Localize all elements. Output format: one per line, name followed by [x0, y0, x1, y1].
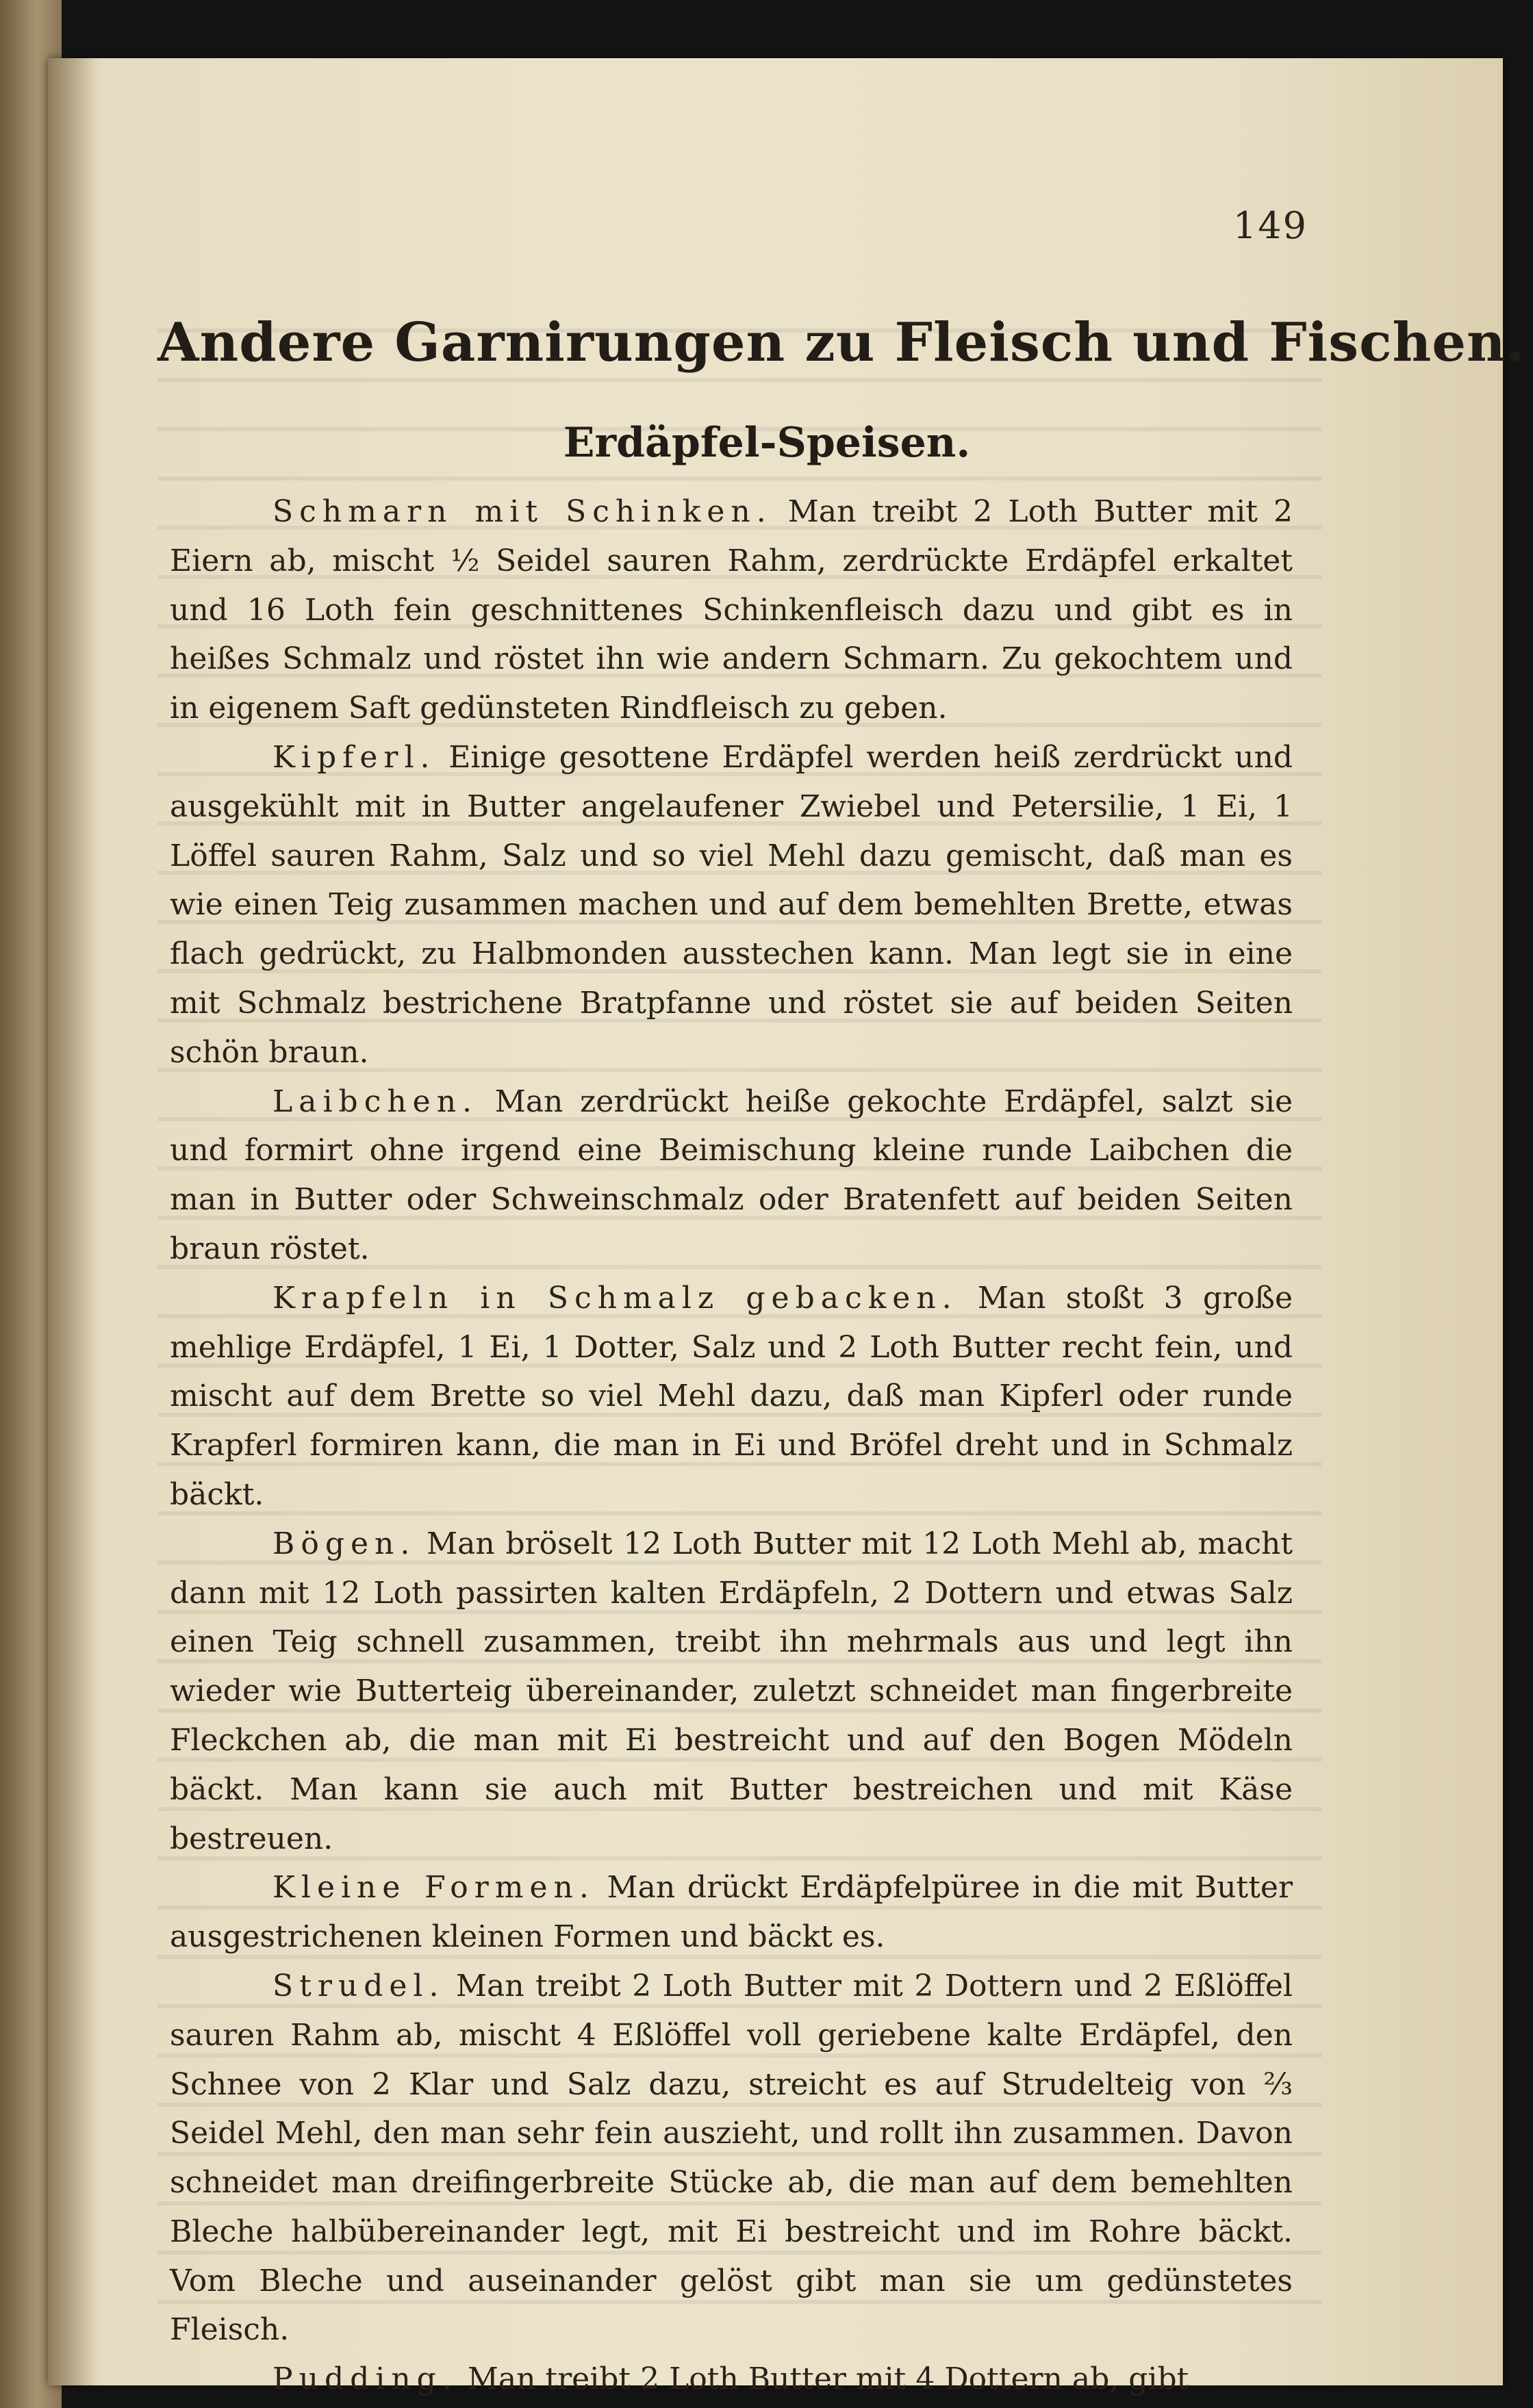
- recipe-paragraph: [170, 1520, 1293, 1864]
- recipe-body: Einige gesottene Erdäpfel werden heiß zerdrückt und ausgekühlt mit in Butter angelaufener Zwiebel und Petersilie, 1 Ei, 1 Löffel sauren Rahm, Salz und so viel Mehl dazu gemischt, daß man es wie einen Teig zusammen machen und auf dem bemehlten Brette, etwas flach gedrückt, zu Halbmonden ausstechen kann. Man legt sie in eine mit Schmalz bestrichene Bratpfanne und röstet sie auf beiden Seiten schön braun.: [170, 739, 1293, 1070]
- recipe-name: Strudel.: [273, 1968, 445, 2003]
- recipe-name: Laibchen.: [273, 1084, 479, 1119]
- recipe-body: Man treibt 2 Loth Butter mit 4 Dottern ab, gibt: [457, 2361, 1189, 2397]
- recipe-body: Man stoßt 3 große mehlige Erdäpfel, 1 Ei, 1 Dotter, Salz und 2 Loth Butter recht fein, und mischt auf dem Brette so viel Mehl dazu, daß man Kipferl oder runde Krapferl formiren kann, die man in Ei und Bröfel dreht und in Schmalz bäckt.: [170, 1280, 1293, 1512]
- recipe-body: Man bröselt 12 Loth Butter mit 12 Loth Mehl ab, macht dann mit 12 Loth passirten kalten Erdäpfeln, 2 Dottern und etwas Salz einen Teig schnell zusammen, treibt ihn mehrmals aus und legt ihn wieder wie Butterteig übereinander, zuletzt schneidet man fingerbreite Fleckchen ab, die man mit Ei bestreicht und auf den Bogen Mödeln bäckt. Man kann sie auch mit Butter bestreichen und mit Käse bestreuen.: [170, 1526, 1293, 1856]
- page-gutter-shadow: [48, 58, 96, 2385]
- recipe-name: Pudding.: [273, 2361, 458, 2397]
- recipe-body: Man drückt Erdäpfelpüree in die mit Butter ausgestrichenen kleinen Formen und bäckt es.: [170, 1870, 1293, 1955]
- chapter-title: Andere Garnirungen zu Fleisch und Fischen.: [157, 311, 1525, 374]
- recipe-body: Man treibt 2 Loth Butter mit 2 Dottern und 2 Eßlöffel sauren Rahm ab, mischt 4 Eßlöffel voll geriebene kalte Erdäpfel, den Schnee von 2 Klar und Salz dazu, streicht es auf Strudelteig von ⅔ Seidel Mehl, den man sehr fein auszieht, und rollt ihn zusammen. Davon schneidet man dreifingerbreite Stücke ab, die man auf dem bemehlten Bleche halbübereinander legt, mit Ei bestreicht und im Rohre bäckt. Vom Bleche und auseinander gelöst gibt man sie um gedünstetes Fleisch.: [170, 1968, 1293, 2348]
- recipe-paragraph: [170, 1962, 1293, 2355]
- recipe-name: Kleine Formen.: [273, 1870, 595, 1906]
- page-number: 149: [1232, 204, 1308, 247]
- recipe-text-block: [170, 487, 1293, 2404]
- recipe-paragraph: [170, 1863, 1293, 1962]
- section-subtitle: Erdäpfel-Speisen.: [563, 419, 971, 467]
- recipe-paragraph: [170, 1077, 1293, 1274]
- recipe-name: Bögen.: [273, 1526, 416, 1561]
- recipe-body: Man zerdrückt heiße gekochte Erdäpfel, salzt sie und formirt ohne irgend eine Beimischung kleine runde Laibchen die man in Butter oder Schweinschmalz oder Bratenfett auf beiden Seiten braun röstet.: [170, 1084, 1293, 1266]
- recipe-paragraph: [170, 1274, 1293, 1520]
- recipe-paragraph: [170, 2355, 1293, 2404]
- recipe-paragraph: [170, 487, 1293, 733]
- recipe-name: Krapfeln in Schmalz gebacken.: [273, 1280, 958, 1316]
- recipe-body: Man treibt 2 Loth Butter mit 2 Eiern ab, mischt ½ Seidel sauren Rahm, zerdrückte Erdäpfel erkaltet und 16 Loth fein geschnittenes Schinkenfleisch dazu und gibt es in heißes Schmalz und röstet ihn wie andern Schmarn. Zu gekochtem und in eigenem Saft gedünsteten Rindfleisch zu geben.: [170, 494, 1293, 726]
- recipe-name: Kipferl.: [273, 739, 436, 775]
- recipe-name: Schmarn mit Schinken.: [273, 494, 772, 529]
- recipe-paragraph: [170, 733, 1293, 1077]
